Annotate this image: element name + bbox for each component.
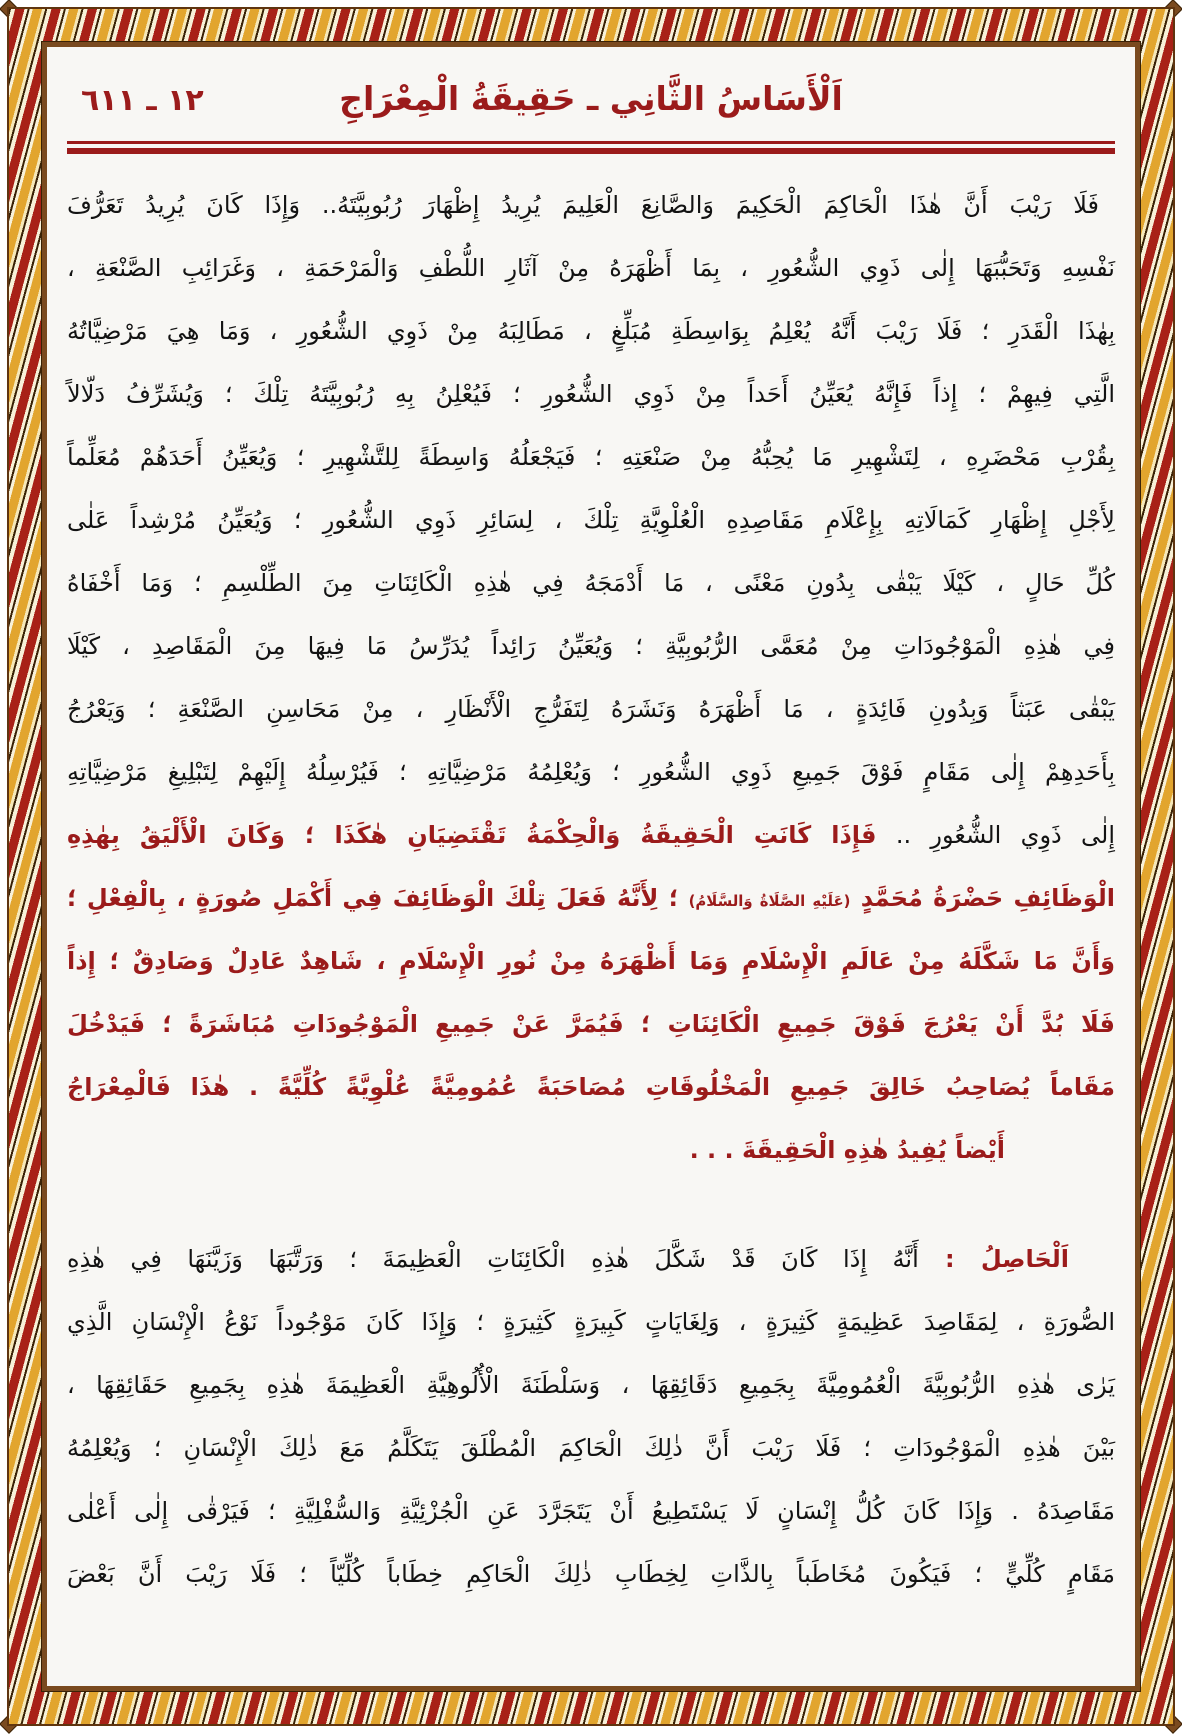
header-rule-thin bbox=[67, 141, 1115, 144]
text-segment: بِأَحَدِهِمْ إِلٰى مَقَامٍ فَوْقَ جَمِيعِ ذَوِي الشُّعُورِ ؛ وَيُعْلِمُهُ مَرْضِيَّاتِهِ ؛ فَيُرْسِلُهُ إِلَيْهِمْ لِتَبْلِيغِ مَرْضِيَّاتِهِ bbox=[67, 758, 1115, 786]
text-line bbox=[67, 363, 1115, 426]
decorative-chain-frame bbox=[7, 7, 1175, 1726]
text-line bbox=[67, 426, 1115, 489]
text-line bbox=[67, 678, 1115, 741]
text-line bbox=[67, 1228, 1115, 1291]
text-line bbox=[67, 1056, 1115, 1119]
text-segment: مَقَاماً يُصَاحِبُ خَالِقَ جَمِيعِ الْمَخْلُوقَاتِ مُصَاحَبَةً عُمُومِيَّةً عُلْوِيَّةً كُلِّيَّةً . هٰذَا فَالْمِعْرَاجُ bbox=[67, 1073, 1115, 1101]
text-segment: فِي هٰذِهِ الْمَوْجُودَاتِ مِنْ مُعَمَّى الرُّبُوبِيَّةِ ؛ وَيُعَيِّنُ رَائِداً يُدَرِّسُ مَا فِيهَا مِنَ الْمَقَاصِدِ ، كَيْلَا bbox=[67, 632, 1115, 660]
header-rule-thick bbox=[67, 148, 1115, 154]
text-line bbox=[67, 552, 1115, 615]
text-line bbox=[67, 1480, 1115, 1543]
text-line bbox=[67, 300, 1115, 363]
text-segment: بَيْنَ هٰذِهِ الْمَوْجُودَاتِ ؛ فَلَا رَيْبَ أَنَّ ذٰلِكَ الْحَاكِمَ الْمُطْلَقَ يَتَكَلَّمُ مَعَ ذٰلِكَ الْإِنْسَانِ ؛ وَيُعْلِمُهُ bbox=[67, 1434, 1115, 1462]
text-line bbox=[67, 1354, 1115, 1417]
salawat-mark: (عَلَيْهِ الصَّلَاةُ وَالسَّلَامُ) bbox=[688, 892, 851, 910]
page-title: اَلْأَسَاسُ الثَّانِي ـ حَقِيقَةُ الْمِعْرَاجِ bbox=[339, 79, 843, 118]
text-segment: ؛ لِأَنَّهُ فَعَلَ تِلْكَ الْوَظَائِفَ فِي أَكْمَلِ صُورَةٍ ، بِالْفِعْلِ ؛ bbox=[67, 884, 689, 912]
paragraph bbox=[67, 1228, 1115, 1606]
text-line bbox=[67, 1543, 1115, 1606]
text-segment: بِقُرْبِ مَحْضَرِهِ ، لِتَشْهِيرِ مَا يُحِبُّهُ مِنْ صَنْعَتِهِ ؛ فَيَجْعَلُهُ وَاسِطَةً لِلتَّشْهِيرِ ؛ وَيُعَيِّنُ أَحَدَهُمْ مُعَلِّماً bbox=[67, 443, 1115, 471]
paragraph bbox=[67, 174, 1115, 1182]
text-segment: نَفْسِهِ وَتَحَبُّبَهَا إِلٰى ذَوِي الشُّعُورِ ، بِمَا أَظْهَرَهُ مِنْ آثَارِ اللُّطْفِ وَالْمَرْحَمَةِ ، وَغَرَائِبِ الصَّنْعَةِ ، bbox=[67, 254, 1115, 282]
text-segment: الصُّورَةِ ، لِمَقَاصِدَ عَظِيمَةٍ كَثِيرَةٍ ، وَلِغَايَاتٍ كَبِيرَةٍ كَثِيرَةٍ ؛ وَإِذَا كَانَ مَوْجُوداً نَوْعُ الْإِنْسَانِ الَّذِي bbox=[67, 1308, 1115, 1336]
text-line bbox=[67, 1291, 1115, 1354]
text-segment: بِهٰذَا الْقَدَرِ ؛ فَلَا رَيْبَ أَنَّهُ يُعْلِمُ بِوَاسِطَةِ مُبَلِّغٍ ، مَطَالِبَهُ مِنْ ذَوِي الشُّعُورِ ، وَمَا هِيَ مَرْضِيَّاتُهُ bbox=[67, 317, 1115, 345]
text-segment: أَنَّهُ إِذَا كَانَ قَدْ شَكَّلَ هٰذِهِ الْكَائِنَاتِ الْعَظِيمَةَ ؛ وَرَتَّبَهَا وَزَيَّنَهَا فِي هٰذِهِ bbox=[67, 1245, 919, 1273]
text-line bbox=[67, 615, 1115, 678]
page-content-area bbox=[42, 42, 1140, 1691]
text-segment: اَلْحَاصِلُ : bbox=[918, 1245, 1070, 1273]
page-number: ١٢ ـ ٦١١ bbox=[81, 83, 204, 118]
text-segment: فَلَا بُدَّ أَنْ يَعْرُجَ فَوْقَ جَمِيعِ الْكَائِنَاتِ ؛ فَيُمَرَّ عَنْ جَمِيعِ الْمَوْجُودَاتِ مُبَاشَرَةً ؛ فَيَدْخُلَ bbox=[67, 1010, 1115, 1038]
text-segment: مَقَامٍ كُلِّيٍّ ؛ فَيَكُونَ مُخَاطَباً بِالذَّاتِ لِخِطَابِ ذٰلِكَ الْحَاكِمِ خِطَاباً كُلِّيّاً ؛ فَلَا رَيْبَ أَنَّ بَعْضَ bbox=[67, 1560, 1115, 1588]
text-line bbox=[67, 174, 1115, 237]
text-segment: يَرٰى هٰذِهِ الرُّبُوبِيَّةَ الْعُمُومِيَّةَ بِجَمِيعِ دَقَائِقِهَا ، وَسَلْطَنَةَ الْأُلُوهِيَّةِ الْعَظِيمَةَ هٰذِهِ بِجَمِيعِ حَقَائِقِهَا ، bbox=[67, 1371, 1115, 1399]
text-segment: إِلٰى ذَوِي الشُّعُورِ .. bbox=[876, 821, 1116, 849]
text-line bbox=[67, 804, 1115, 867]
text-line bbox=[67, 930, 1115, 993]
text-segment: الْوَظَائِفِ حَضْرَةُ مُحَمَّدٍ bbox=[850, 884, 1116, 912]
text-segment: لِأَجْلِ إِظْهَارِ كَمَالَاتِهِ بِإِعْلَامِ مَقَاصِدِهِ الْعُلْوِيَّةِ تِلْكَ ، لِسَائِرِ ذَوِي الشُّعُورِ ؛ وَيُعَيِّنُ مُرْشِداً عَلٰى bbox=[67, 506, 1115, 534]
text-line bbox=[67, 1417, 1115, 1480]
text-line bbox=[67, 489, 1115, 552]
text-segment: أَيْضاً يُفِيدُ هٰذِهِ الْحَقِيقَةَ . . . bbox=[689, 1136, 1005, 1164]
text-segment: فَلَا رَيْبَ أَنَّ هٰذَا الْحَاكِمَ الْحَكِيمَ وَالصَّانِعَ الْعَلِيمَ يُرِيدُ إِظْهَارَ رُبُوبِيَّتَهُ.. وَإِذَا كَانَ يُرِيدُ تَعَرُّفَ bbox=[67, 191, 1099, 219]
text-segment: الَّتِي فِيهِمْ ؛ إِذاً فَإِنَّهُ يُعَيِّنُ أَحَداً مِنْ ذَوِي الشُّعُورِ ؛ فَيُعْلِنُ بِهِ رُبُوبِيَّتَهُ تِلْكَ ؛ وَيُشَرِّفُ دَلّالاً bbox=[67, 380, 1115, 408]
body-text bbox=[67, 174, 1115, 1606]
text-line bbox=[67, 237, 1115, 300]
text-segment: مَقَاصِدَهُ . وَإِذَا كَانَ كُلُّ إِنْسَانٍ لَا يَسْتَطِيعُ أَنْ يَتَجَرَّدَ عَنِ الْجُزْئِيَّةِ وَالسُّفْلِيَّةِ ؛ فَيَرْقٰى إِلٰى أَعْلٰى bbox=[67, 1497, 1115, 1525]
page-header bbox=[67, 69, 1115, 135]
text-segment: كُلِّ حَالٍ ، كَيْلَا يَبْقٰى بِدُونِ مَعْنًى ، مَا أَدْمَجَهُ فِي هٰذِهِ الْكَائِنَاتِ مِنَ الطِّلْسِمِ ؛ وَمَا أَخْفَاهُ bbox=[67, 569, 1115, 597]
text-segment: وَأَنَّ مَا شَكَّلَهُ مِنْ عَالَمِ الْإِسْلَامِ وَمَا أَظْهَرَهُ مِنْ نُورِ الْإِسْلَامِ ، شَاهِدٌ عَادِلٌ وَصَادِقٌ ؛ إِذاً bbox=[67, 947, 1115, 975]
text-segment: فَإِذَا كَانَتِ الْحَقِيقَةُ وَالْحِكْمَةُ تَقْتَضِيَانِ هٰكَذَا ؛ وَكَانَ الْأَلْيَقُ بِهٰذِهِ bbox=[67, 821, 877, 849]
text-line bbox=[67, 1119, 1115, 1182]
text-line bbox=[67, 741, 1115, 804]
text-line bbox=[67, 867, 1115, 930]
text-segment: يَبْقٰى عَبَثاً وَبِدُونِ فَائِدَةٍ ، مَا أَظْهَرَهُ وَنَشَرَهُ لِتَفَرُّجِ الْأَنْظَارِ ، مِنْ مَحَاسِنِ الصَّنْعَةِ ؛ وَيَعْرُجُ bbox=[67, 695, 1115, 723]
text-line bbox=[67, 993, 1115, 1056]
